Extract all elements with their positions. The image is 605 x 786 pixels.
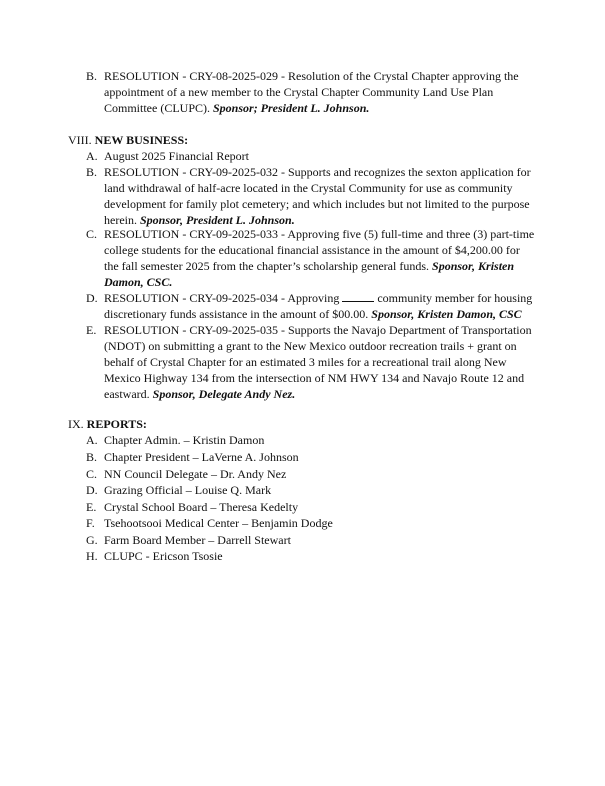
item-letter: A. xyxy=(86,433,98,447)
item-letter: B. xyxy=(86,69,98,83)
item-text xyxy=(104,68,536,116)
item-text xyxy=(104,164,536,228)
item-letter: A. xyxy=(86,149,98,163)
item-letter: H. xyxy=(86,549,98,563)
sponsor-text: Sponsor, Delegate Andy Nez. xyxy=(152,387,296,401)
agenda-item-continued-b xyxy=(86,68,536,116)
resolution-text-continued: community member for housing discretionary funds assistance in the amount of $00.00. xyxy=(104,291,533,321)
agenda-item-new-business-c xyxy=(86,226,536,290)
item-text: Grazing Official – Louise Q. Mark xyxy=(104,483,272,497)
item-text: NN Council Delegate – Dr. Andy Nez xyxy=(104,467,287,481)
resolution-text: RESOLUTION - CRY-09-2025-035 - Supports the Navajo Department of Transportation (NDOT) on submitting a grant to the New Mexico outdoor recreation trails + grant on behalf of Crystal Chapter for an estimated 3 miles for a recreational trail along New Mexico Highway 134 from the intersection of NM HWY 134 and Navajo Route 12 and eastward. xyxy=(104,323,532,401)
item-text: August 2025 Financial Report xyxy=(104,149,249,163)
section-heading-new-business xyxy=(68,132,188,148)
item-text: Chapter President – LaVerne A. Johnson xyxy=(104,450,299,464)
item-letter: B. xyxy=(86,450,98,464)
item-text xyxy=(104,226,536,290)
item-letter: E. xyxy=(86,323,97,337)
item-letter: C. xyxy=(86,227,98,241)
report-item-e xyxy=(86,499,536,515)
item-letter: F. xyxy=(86,516,95,530)
resolution-text: RESOLUTION - CRY-09-2025-032 - Supports and recognizes the sexton application for land withdrawal of half-acre located in the Crystal Community for use as community development for family plot cemetery; and which includes but not limited to the purpose herein. xyxy=(104,165,531,227)
item-text: Crystal School Board – Theresa Kedelty xyxy=(104,500,299,514)
item-text: Farm Board Member – Darrell Stewart xyxy=(104,533,291,547)
item-text: Tsehootsooi Medical Center – Benjamin Dodge xyxy=(104,516,333,530)
resolution-text: RESOLUTION - CRY-09-2025-033 - Approving five (5) full-time and three (3) part-time college students for the educational financial assistance in the amount of $4,200.00 for the fall semester 2025 from the chapter’s scholarship general funds. xyxy=(104,227,535,273)
blank-line xyxy=(342,290,374,302)
agenda-item-new-business-d xyxy=(86,290,536,322)
report-item-b xyxy=(86,449,536,465)
section-number: VIII. xyxy=(68,133,92,147)
item-letter: E. xyxy=(86,500,97,514)
report-item-h xyxy=(86,548,536,564)
agenda-item-new-business-a xyxy=(86,148,536,164)
section-heading-reports xyxy=(68,416,147,432)
report-item-f xyxy=(86,515,536,531)
section-number: IX. xyxy=(68,417,84,431)
agenda-item-new-business-b xyxy=(86,164,536,228)
item-text xyxy=(104,322,536,402)
item-letter: D. xyxy=(86,483,98,497)
sponsor-text: Sponsor, President L. Johnson. xyxy=(139,213,295,227)
item-letter: G. xyxy=(86,533,98,547)
item-text: Chapter Admin. – Kristin Damon xyxy=(104,433,265,447)
report-item-a xyxy=(86,432,536,448)
sponsor-text: Sponsor, Kristen Damon, CSC xyxy=(371,307,522,321)
section-title: REPORTS: xyxy=(86,417,147,431)
item-text xyxy=(104,290,536,322)
report-item-d xyxy=(86,482,536,498)
sponsor-text: Sponsor, Kristen Damon, CSC. xyxy=(104,259,515,289)
item-letter: D. xyxy=(86,291,98,305)
item-letter: B. xyxy=(86,165,98,179)
resolution-text: RESOLUTION - CRY-08-2025-029 - Resolution of the Crystal Chapter approving the appointment of a new member to the Crystal Chapter Community Land Use Plan Committee (CLUPC). xyxy=(104,69,519,115)
item-text: CLUPC - Ericson Tsosie xyxy=(104,549,223,563)
agenda-item-new-business-e xyxy=(86,322,536,402)
report-item-g xyxy=(86,532,536,548)
section-title: NEW BUSINESS: xyxy=(94,133,189,147)
resolution-text: RESOLUTION - CRY-09-2025-034 - Approving xyxy=(104,291,343,305)
item-letter: C. xyxy=(86,467,98,481)
report-item-c xyxy=(86,466,536,482)
sponsor-text: Sponsor; President L. Johnson. xyxy=(213,101,370,115)
